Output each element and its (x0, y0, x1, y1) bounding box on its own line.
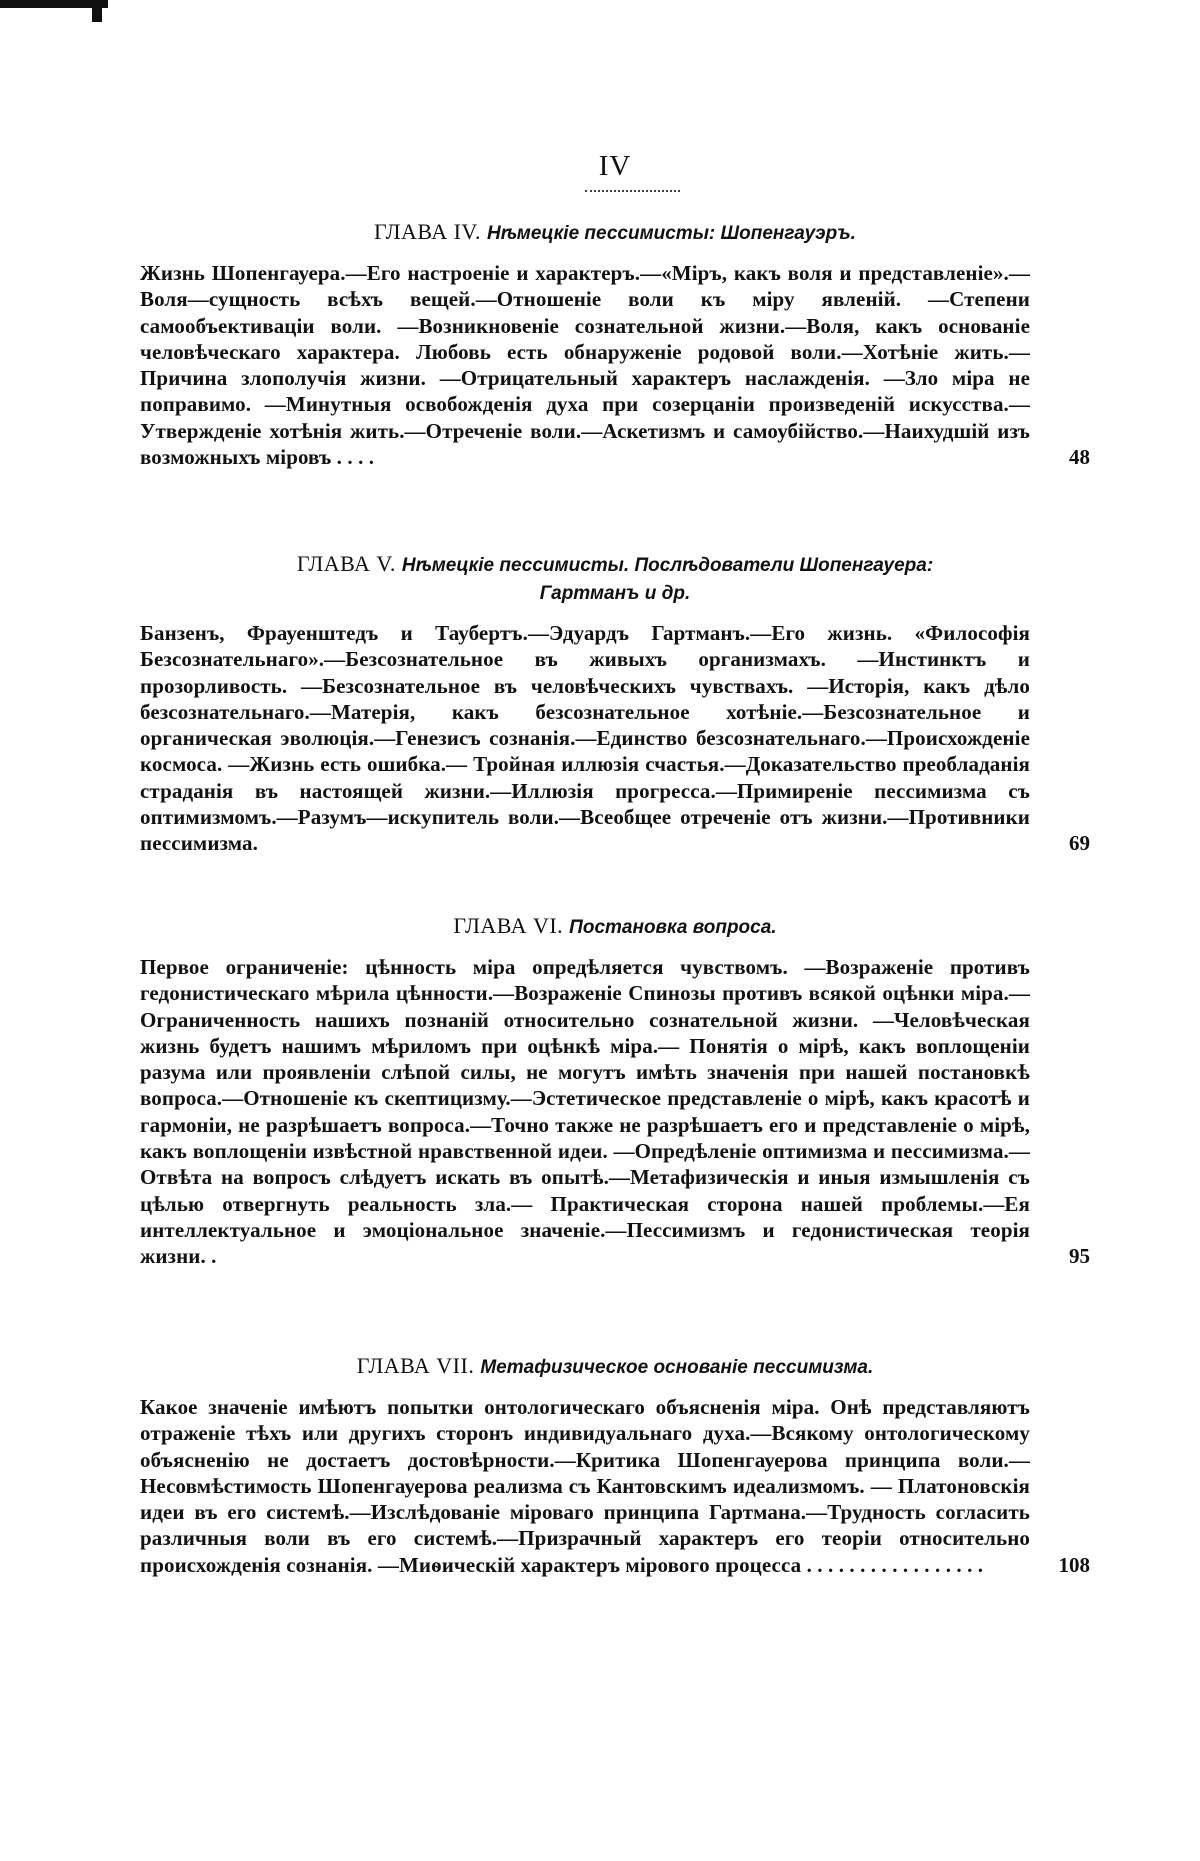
chapter-title: Нѣмецкіе пессимисты. Послѣдователи Шопенгауера: (401, 555, 934, 576)
chapter-heading (140, 550, 1090, 608)
page-ref: 108 (1058, 1552, 1090, 1577)
toc-entry (140, 260, 1090, 470)
chapter-6 (140, 912, 1090, 1270)
chapter-summary: Жизнь Шопенгауера.—Его настроеніе и характеръ.—«Міръ, какъ воля и представленіе».—Воля—сущность всѣхъ вещей.—Отношеніе воли къ міру явленій. —Степени самообъективаціи воли. —Возникновеніе сознательной жизни.—Воля, какъ основаніе человѣческаго характера. Любовь есть обнаруженіе родовой воли.—Хотѣніе жить.—Причина злополучія жизни. —Отрицательный характеръ наслажденія. —Зло міра не поправимо. —Минутныя освобожденія духа при созерцаніи произведеній искусства.—Утвержденіе хотѣнія жить.—Отреченіе воли.—Аскетизмъ и самоубійство.—Наихудшій изъ возможныхъ міровъ . . . . (140, 261, 1030, 470)
chapter-label: ГЛАВА IV. (374, 219, 481, 244)
page-ref: 48 (1069, 445, 1090, 470)
chapter-title: Метафизическое основаніе пессимизма. (480, 1357, 874, 1378)
chapter-label: ГЛАВА V. (296, 551, 396, 576)
book-page (140, 0, 1090, 1861)
chapter-heading (140, 218, 1090, 248)
chapter-title-cont: Гартманъ и др. (539, 583, 691, 604)
chapter-label: ГЛАВА VII. (356, 1353, 475, 1378)
chapter-heading (140, 912, 1090, 942)
chapter-summary: Банзенъ, Фрауенштедъ и Таубертъ.—Эдуардъ Гартманъ.—Его жизнь. «Философія Безсознательнаго».—Безсознательное въ живыхъ организмахъ. —Инстинктъ и прозорливость. —Безсознательное въ человѣческихъ чувствахъ. —Исторія, какъ дѣло безсознательнаго.—Матерія, какъ безсознательное хотѣніе.—Безсознательное и органическая эволюція.—Генезисъ сознанія.—Единство безсознательнаго.—Происхожденіе космоса. —Жизнь есть ошибка.— Тройная иллюзія счастья.—Доказательство преобладанія страданія въ настоящей жизни.—Иллюзія прогресса.—Примиреніе пессимизма съ оптимизмомъ.—Разумъ—искупитель воли.—Всеобщее отреченіе отъ жизни.—Противники пессимизма. (140, 621, 1030, 856)
chapter-5 (140, 550, 1090, 857)
toc-entry (140, 1394, 1090, 1578)
page-number: IV (598, 150, 632, 182)
toc-entry (140, 954, 1090, 1270)
toc-entry (140, 620, 1090, 857)
chapter-summary: Первое ограниченіе: цѣнность міра опредѣляется чувствомъ. —Возраженіе противъ гедонистическаго мѣрила цѣнности.—Возраженіе Спинозы противъ всякой оцѣнки міра.—Ограниченность нашихъ познаній относительно сознательной жизни. —Человѣческая жизнь будетъ нашимъ мѣриломъ при оцѣнкѣ міра.— Понятія о мірѣ, какъ воплощеніи разума или проявленіи слѣпой силы, не могутъ имѣть значенія при нашей постановкѣ вопроса.—Отношеніе къ скептицизму.—Эстетическое представленіе о мірѣ, какъ красотѣ и гармоніи, не разрѣшаетъ вопроса.—Точно также не разрѣшаетъ его и представленіе о мірѣ, какъ воплощеніи извѣстной нравственной идеи. —Опредѣленіе оптимизма и пессимизма.—Отвѣта на вопросъ слѣдуетъ искать въ опытѣ.—Метафизическія и иныя измышленія съ цѣлью отвергнуть реальность зла.— Практическая сторона нашей проблемы.—Ея интеллектуальное и эмоціональное значеніе.—Пессимизмъ и гедонистическая теорія жизни. . (140, 955, 1030, 1269)
header-rule (585, 190, 680, 192)
chapter-title: Постановка вопроса. (569, 917, 777, 938)
scan-edge-mark (92, 0, 102, 22)
chapter-summary: Какое значеніе имѣютъ попытки онтологическаго объясненія міра. Онѣ представляютъ отраженіе тѣхъ или другихъ сторонъ индивидуальнаго духа.—Всякому онтологическому объясненію не достаетъ достовѣрности.—Критика Шопенгауерова принципа воли.—Несовмѣстимость Шопенгауерова реализма съ Кантовскимъ идеализмомъ. — Платоновскія идеи въ его системѣ.—Изслѣдованіе міроваго принципа Гартмана.—Трудность согласить различныя воли въ его системѣ.—Призрачный характеръ его теоріи относительно происхожденія сознанія. —Миѳическій характеръ міровогo процесса . . . . . . . . . . . . . . . . . (140, 1395, 1030, 1577)
chapter-label: ГЛАВА VI. (453, 913, 564, 938)
chapter-title: Нѣмецкіе пессимисты: Шопенгауэръ. (486, 223, 856, 244)
chapter-4 (140, 218, 1090, 470)
page-ref: 69 (1069, 831, 1090, 856)
chapter-heading (140, 1352, 1090, 1382)
chapter-7 (140, 1352, 1090, 1578)
page-ref: 95 (1069, 1244, 1090, 1269)
